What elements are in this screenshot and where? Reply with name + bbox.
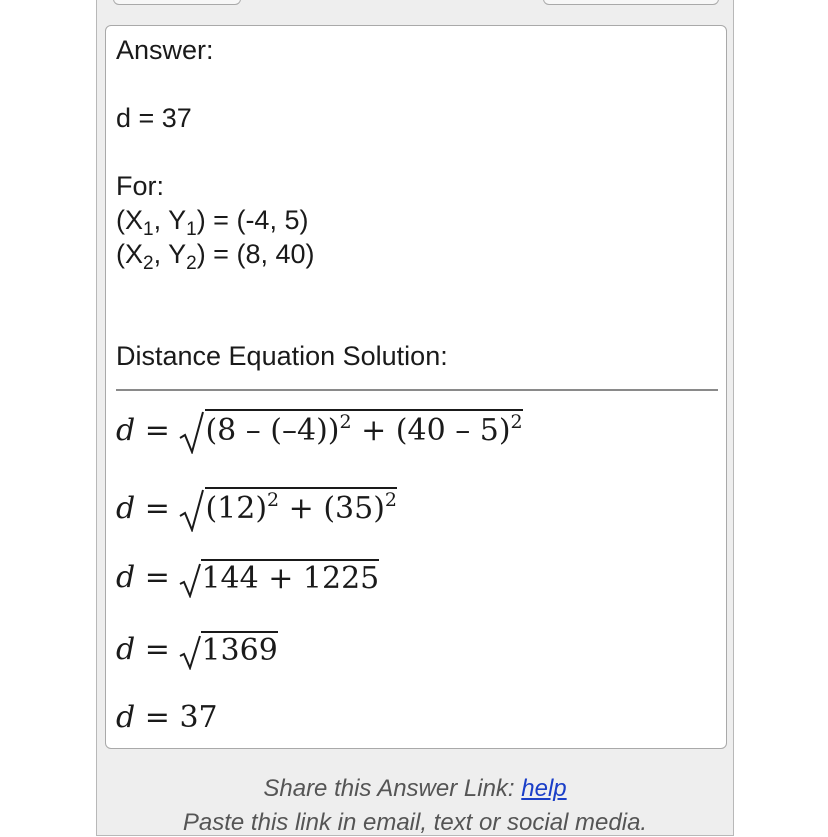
divider xyxy=(116,389,718,391)
for-label: For: xyxy=(116,171,165,201)
radical-icon xyxy=(179,488,205,532)
help-link[interactable]: help xyxy=(521,775,567,802)
radical-expression: $(12)^2 + (35)^2$ xyxy=(179,488,397,532)
solution-heading: Distance Equation Solution: xyxy=(116,341,448,371)
radical-icon xyxy=(179,410,205,454)
radical-icon xyxy=(179,562,201,598)
equation-step-4: d = 1369 xyxy=(116,632,278,668)
radical-icon xyxy=(179,634,201,670)
equation-step-5: d = 37 xyxy=(116,700,218,735)
clear-button[interactable] xyxy=(543,0,719,5)
point-1: ($X_1$, $Y_1) = (-4$, 5) xyxy=(116,205,309,240)
paste-instructions: Paste this link in email, text or social media. xyxy=(182,809,648,836)
answer-box xyxy=(105,25,727,749)
radical-expression: (8 – (–4))$^2$ + (40 – 5)$^2$ xyxy=(179,410,522,454)
calculator-panel xyxy=(96,0,734,836)
calculate-button[interactable] xyxy=(113,0,241,5)
equation-step-3: d = 144 + 1225 xyxy=(116,560,380,596)
radical-expression: 144 + 1225 xyxy=(179,561,379,598)
answer-heading: Answer: xyxy=(116,35,214,65)
point-2: ($X_2$, $Y_2) = (8$, 40) xyxy=(116,239,315,274)
equation-step-2: $d = (12)^2 + (35)^2$ xyxy=(116,488,397,532)
share-link-line: Share this Answer Link: help xyxy=(263,775,567,802)
radical-expression: 1369 xyxy=(179,633,277,670)
equation-step-1: d = (8 – (–4))$^2$ + (40 – 5)$^2$ xyxy=(116,410,523,454)
answer-result: d = 37 xyxy=(116,103,192,133)
